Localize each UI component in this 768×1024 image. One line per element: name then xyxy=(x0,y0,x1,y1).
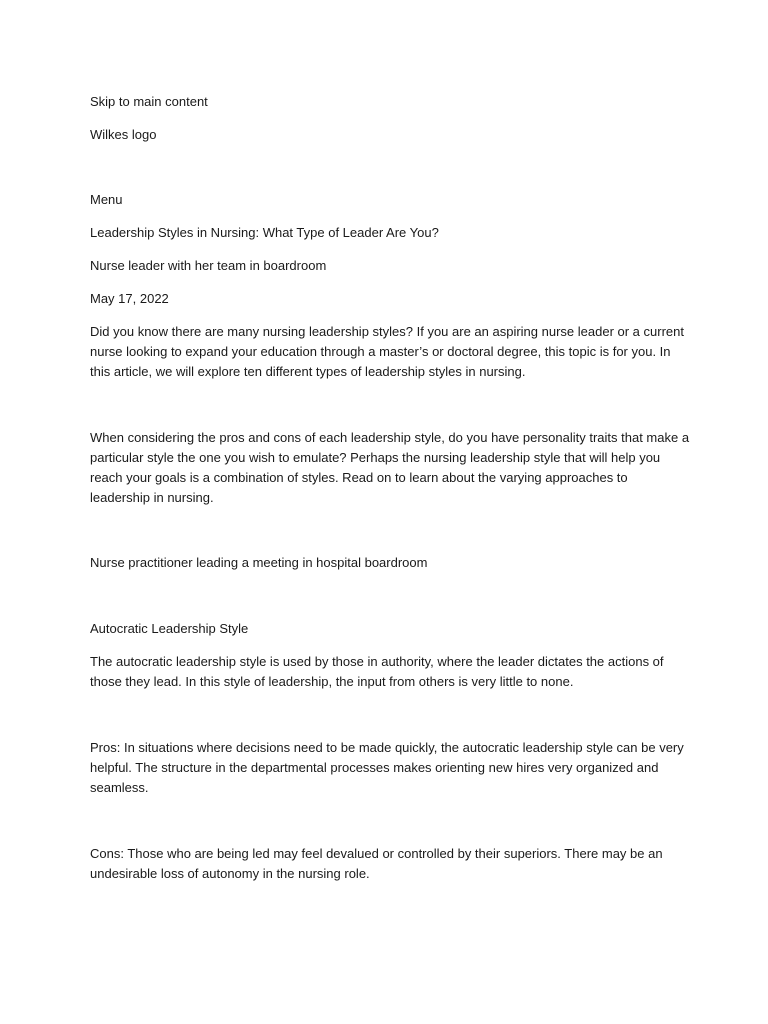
skip-to-main-link[interactable]: Skip to main content xyxy=(90,94,208,109)
article-date: May 17, 2022 xyxy=(90,291,169,306)
section-heading: Autocratic Leadership Style xyxy=(90,621,249,636)
cons-paragraph: Cons: Those who are being led may feel devalued or controlled by their superiors. There may be an undesirable loss of autonomy in the nursing role. xyxy=(90,846,663,881)
pros-cons-paragraph: When considering the pros and cons of each leadership style, do you have personality traits that make a particular style the one you wish to emulate? Perhaps the nursing leadership style that will help you reach your goals is a combination of styles. Read on to learn about the varying approaches to leadership in nursing. xyxy=(90,430,690,505)
page-title: Leadership Styles in Nursing: What Type of Leader Are You? xyxy=(90,225,439,240)
menu-button[interactable]: Menu xyxy=(90,192,123,207)
logo-alt-text[interactable]: Wilkes logo xyxy=(90,127,157,142)
intro-paragraph: Did you know there are many nursing leadership styles? If you are an aspiring nurse leader or a current nurse looking to expand your education through a master’s or doctoral degree, this topic is for you. In this article, we will explore ten different types of leadership styles in nursing. xyxy=(90,324,684,379)
pros-paragraph: Pros: In situations where decisions need to be made quickly, the autocratic leadership style can be very helpful. The structure in the departmental processes makes orienting new hires very organized and seamless. xyxy=(90,740,684,795)
section-description: The autocratic leadership style is used by those in authority, where the leader dictates the actions of those they lead. In this style of leadership, the input from others is very little to none. xyxy=(90,654,664,689)
hero-image-alt: Nurse leader with her team in boardroom xyxy=(90,258,327,273)
second-image-alt: Nurse practitioner leading a meeting in hospital boardroom xyxy=(90,555,428,570)
